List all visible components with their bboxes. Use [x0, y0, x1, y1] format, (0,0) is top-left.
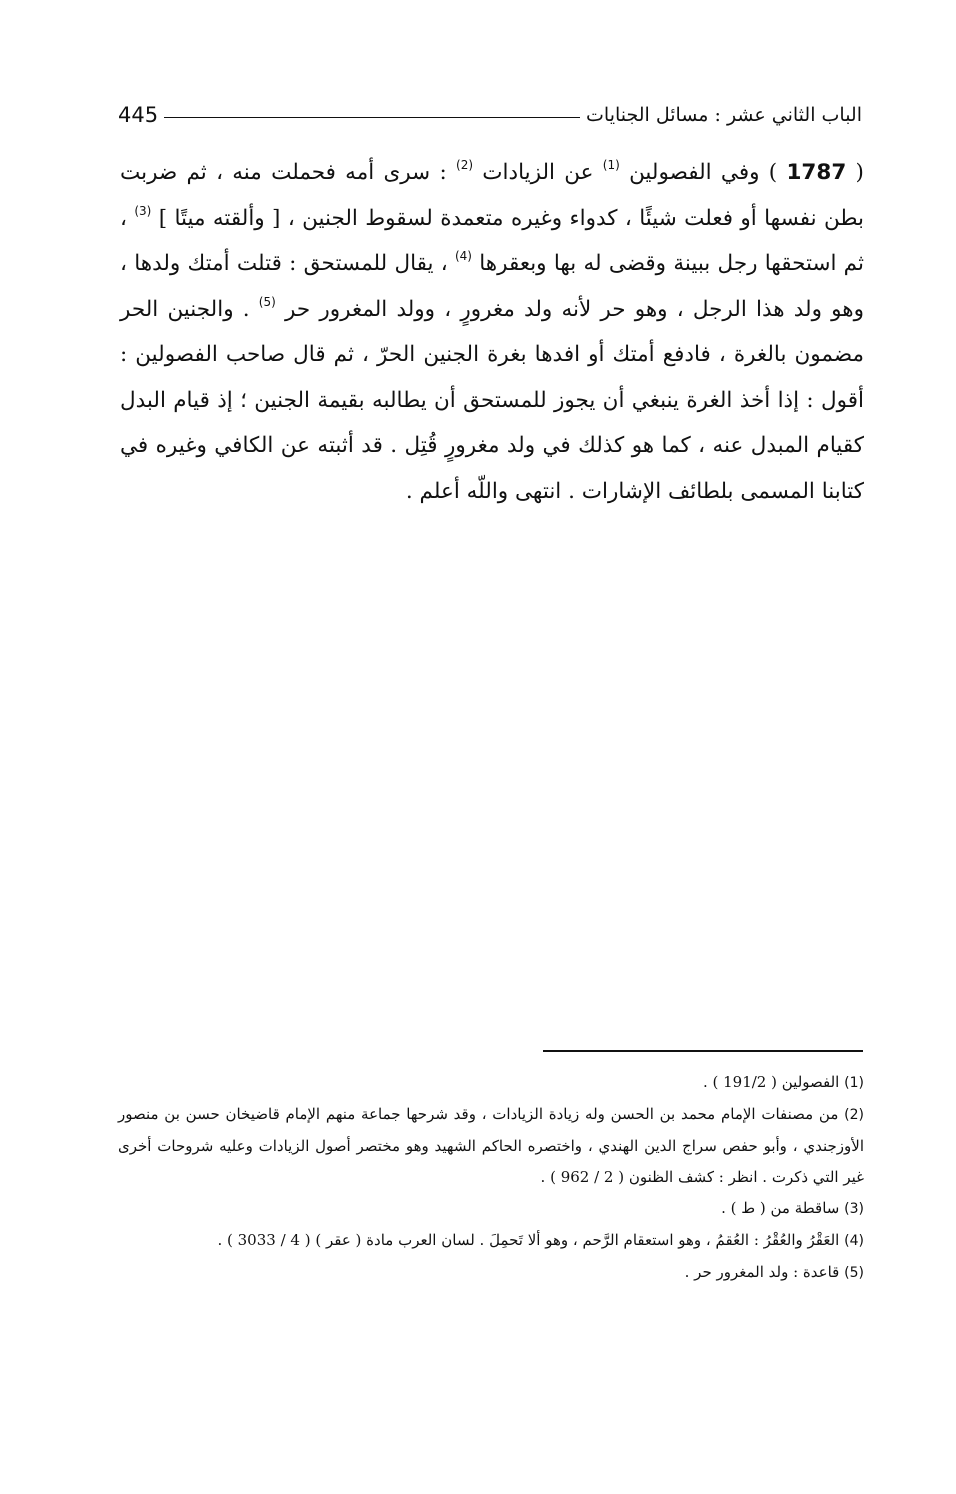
footnote-1: [118, 1067, 864, 1099]
body-paragraph: ( 1787 ) وفي الفصولين $^{(1)}$ عن الزيادات $^{(2)}$ : سرى أمه فحملت منه ، ثم ضربت بطن نفسها أو فعلت شيئًا ، كدواء وغيره متعمدة لسقوط الجنين ، [ وألقته ميتًا ] $^{(3)}$ ، ثم استحقها رجل ببينة وقضى له بها وبعقرها $^{(4)}$ ، يقال للمستحق : قتلت أمتك ولدها ، وهو ولد هذا الرجل ، وهو حر لأنه ولد مغرورٍ ، وولد المغرور حر $^{(5)}$ . والجنين الحر مضمون بالغرة ، فادفع أمتك أو افدها بغرة الجنين الحرّ ، ثم قال صاحب الفصولين : أقول : إذا أخذ الغرة ينبغي أن يجوز للمستحق أن يطالبه بقيمة الجنين ؛ إذ قيام البدل كقيام المبدل عنه ، كما هو كذلك في ولد مغرورٍ قُتِل . قد أثبته عن الكافي وغيره في كتابنا المسمى بلطائف الإشارات . انتهى واللّه أعلم .: [120, 158, 864, 504]
footnote-5: [118, 1257, 864, 1289]
footnotes: [118, 1067, 864, 1289]
footnote-number: (4): [844, 1233, 864, 1249]
footnote-number: (1): [844, 1075, 864, 1091]
body-text-3: : سرى أمه فحملت منه ، ثم ضربت بطن نفسها أو فعلت شيئًا ، كدواء وغيره متعمدة لسقوط الجنين ، [ وألقته ميتًا ]: [120, 160, 864, 231]
body-text-5: ، يقال للمستحق : قتلت أمتك ولدها ، وهو ولد هذا الرجل ، وهو حر لأنه ولد مغرورٍ ، وولد المغرور حر: [120, 251, 864, 322]
footnote-2: [118, 1099, 864, 1193]
footnote-ref-3[interactable]: (3): [134, 203, 152, 218]
body-text-2: عن الزيادات: [482, 160, 594, 185]
footnote-number: (3): [844, 1201, 864, 1217]
chapter-title: الباب الثاني عشر : مسائل الجنايات: [586, 104, 862, 126]
running-header: [118, 98, 862, 132]
footnote-number: (2): [844, 1107, 864, 1123]
entry-number: 1787: [786, 160, 847, 185]
header-rule: [164, 117, 580, 118]
footnote-separator: [543, 1050, 863, 1052]
footnote-ref-2[interactable]: (2): [456, 158, 474, 172]
footnote-number: (5): [844, 1265, 864, 1281]
footnote-text: ساقطة من ( ط ) .: [721, 1199, 840, 1217]
footnote-text: قاعدة : ولد المغرور حر .: [684, 1263, 840, 1281]
page-number: 445: [118, 103, 159, 127]
body-text-4: ، ثم استحقها رجل ببينة وقضى له بها وبعقرها: [120, 205, 864, 276]
footnote-ref-5[interactable]: (5): [258, 294, 276, 309]
footnote-text: من مصنفات الإمام محمد بن الحسن وله زيادة الزيادات ، وقد شرحها جماعة منهم الإمام قاضيخان حسن بن منصور الأوزجندي ، وأبو حفص سراج الدين الهندي ، واختصره الحاكم الشهيد وهو مختصر أصول الزيادات وعليه شروحات أخرى غير التي ذكرت . انظر : كشف الظنون ( 2 / 962 ) .: [118, 1105, 864, 1186]
body-text-6: . والجنين الحر مضمون بالغرة ، فادفع أمتك أو افدها بغرة الجنين الحرّ ، ثم قال صاحب الفصولين : أقول : إذا أخذ الغرة ينبغي أن يجوز للمستحق أن يطالبه بقيمة الجنين ؛ إذ قيام البدل كقيام المبدل عنه ، كما هو كذلك في ولد مغرورٍ قُتِل . قد أثبته عن الكافي وغيره في كتابنا المسمى بلطائف الإشارات . انتهى واللّه أعلم .: [120, 296, 864, 504]
footnote-text: الفصولين ( 191/2 ) .: [702, 1073, 840, 1091]
body-text-1: وفي الفصولين: [629, 160, 760, 185]
footnote-4: [118, 1225, 864, 1257]
footnote-text: العَقْرُ والعُقْرُ : العُقمُ ، وهو استعقام الرَّحم ، وهو ألا تَحمِلَ . لسان العرب مادة ( عقر ) ( 4 / 3033 ) .: [217, 1231, 840, 1249]
footnote-ref-4[interactable]: (4): [454, 249, 472, 263]
footnote-3: [118, 1193, 864, 1225]
footnote-ref-1[interactable]: (1): [602, 158, 620, 172]
